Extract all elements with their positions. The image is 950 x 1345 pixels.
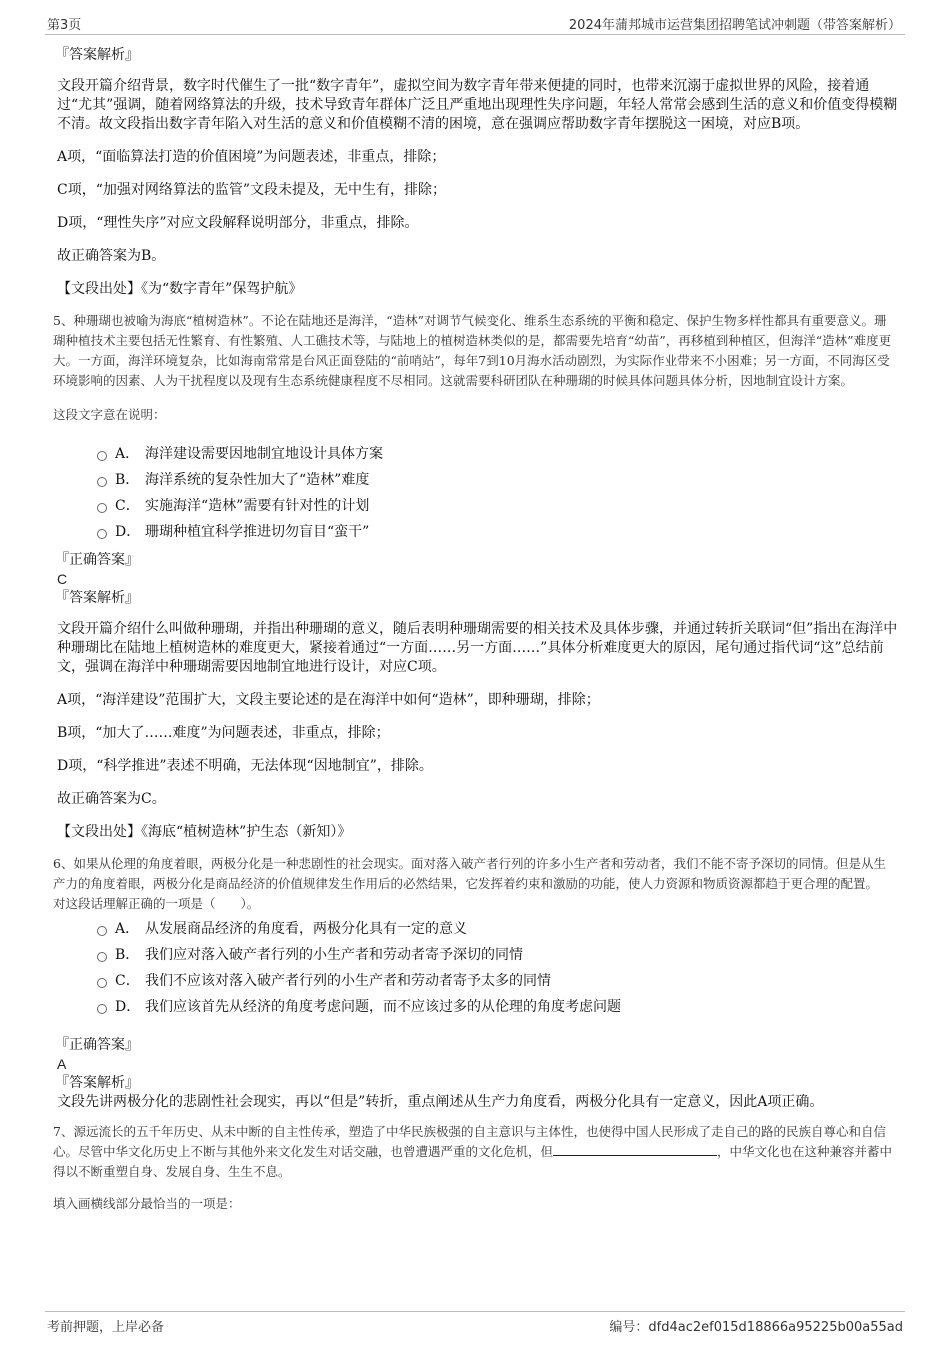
document-title: 2024年蒲邦城市运营集团招聘笔试冲刺题（带答案解析） <box>568 18 901 33</box>
page-content <box>53 46 898 1214</box>
question-7 <box>53 1122 898 1214</box>
correct-answer-label: 『正确答案』 <box>55 1037 139 1053</box>
analysis-line: D项，“科学推进”表述不明确，无法体现“因地制宜”，排除。 <box>57 758 433 774</box>
page-header <box>45 14 905 35</box>
question-prompt: 对这段话理解正确的一项是（ ）。 <box>53 896 260 911</box>
radio-icon[interactable] <box>97 477 107 487</box>
option-a[interactable]: A． 海洋建设需要因地制宜地设计具体方案 <box>97 441 898 467</box>
analysis-line: B项，“加大了……难度”为问题表述，非重点，排除； <box>57 725 390 741</box>
option-b[interactable]: B． 我们应对落入破产者行列的小生产者和劳动者寄予深切的同情 <box>97 942 898 968</box>
question-prompt: 这段文字意在说明： <box>53 407 166 422</box>
option-a[interactable]: A． 从发展商品经济的角度看，两极分化具有一定的意义 <box>97 916 898 942</box>
analysis-label: 『答案解析』 <box>55 590 139 606</box>
analysis-label: 『答案解析』 <box>55 47 139 63</box>
analysis-text: 文段开篇介绍背景，数字时代催生了一批“数字青年”，虚拟空间为数字青年带来便捷的同时，也带来沉溺于虚拟世界的风险，接着通过“尤其”强调，随着网络算法的升级，技术导致青年群体广泛且严重地出现理性失序问题，年轻人常常会感到生活的意义和价值变得模糊不清。故文段指出数字青年陷入对生活的意义和价值模糊不清的困境，意在强调应帮助数字青年摆脱这一困境，对应B项。 <box>57 78 898 132</box>
option-list <box>97 441 898 545</box>
option-c[interactable]: C． 实施海洋“造林”需要有针对性的计划 <box>97 493 898 519</box>
option-list <box>97 916 898 1020</box>
analysis-line: D项，“理性失序”对应文段解释说明部分，非重点，排除。 <box>57 215 419 231</box>
correct-answer: A <box>57 1056 67 1072</box>
page-footer <box>45 1311 905 1336</box>
document-id: 编号：dfd4ac2ef015d18866a95225b00a55ad <box>609 1320 903 1335</box>
question-stem: 6、如果从伦理的角度着眼，两极分化是一种悲剧性的社会现实。面对落入破产者行列的许多小生产者和劳动者，我们不能不寄予深切的同情。但是从生产力的角度着眼，两极分化是商品经济的价值规律发生作用后的必然结果，它发挥着约束和激励的功能，使人力资源和物质资源都趋于更合理的配置。 <box>53 856 886 891</box>
analysis-line: A项，“面临算法打造的价值困境”为问题表述，非重点，排除； <box>57 149 446 165</box>
radio-icon[interactable] <box>97 451 107 461</box>
source-citation: 【文段出处】《海底“植树造林”护生态（新知）》 <box>57 824 352 840</box>
option-c[interactable]: C． 我们不应该对落入破产者行列的小生产者和劳动者寄予太多的同情 <box>97 968 898 994</box>
q4-analysis-section <box>53 46 898 299</box>
analysis-text: 文段开篇介绍什么叫做种珊瑚，并指出种珊瑚的意义，随后表明种珊瑚需要的相关技术及具体步骤，并通过转折关联词“但”指出在海洋中种珊瑚比在陆地上植树造林的难度更大，紧接着通过“一方面……另一方面……”具体分析难度更大的原因，尾句通过指代词“这”总结前文，强调在海洋中种珊瑚需要因地制宜地进行设计，对应C项。 <box>57 621 898 675</box>
analysis-line: A项，“海洋建设”范围扩大，文段主要论述的是在海洋中如何“造林”，即种珊瑚，排除； <box>57 692 600 708</box>
radio-icon[interactable] <box>97 1004 107 1014</box>
analysis-line: C项，“加强对网络算法的监管”文段未提及，无中生有，排除； <box>57 182 447 198</box>
answer-conclusion: 故正确答案为C。 <box>57 791 166 807</box>
correct-answer: C <box>57 571 68 587</box>
answer-conclusion: 故正确答案为B。 <box>57 248 166 264</box>
source-citation: 【文段出处】《为“数字青年”保驾护航》 <box>57 281 303 297</box>
page-number: 第3页 <box>47 18 82 33</box>
option-b[interactable]: B． 海洋系统的复杂性加大了“造林”难度 <box>97 467 898 493</box>
radio-icon[interactable] <box>97 978 107 988</box>
question-5 <box>53 311 898 842</box>
question-stem: 5、种珊瑚也被喻为海底“植树造林”。不论在陆地还是海洋，“造林”对调节气候变化、维系生态系统的平衡和稳定、保护生物多样性都具有重要意义。珊瑚种植技术主要包括无性繁育、有性繁殖、人工礁技术等，与陆地上的植树造林类似的是，都需要先培育“幼苗”，再移植到种植区，但海洋“造林”难度更大。一方面，海洋环境复杂，比如海南常常是台风正面登陆的“前哨站”，每年7到10月海水活动剧烈，为实际作业带来不小困难；另一方面，不同海区受环境影响的因素、人为干扰程度以及现有生态系统健康程度不尽相同。这就需要科研团队在种珊瑚的时候具体问题具体分析，因地制宜设计方案。 <box>53 313 892 388</box>
radio-icon[interactable] <box>97 503 107 513</box>
correct-answer-label: 『正确答案』 <box>55 552 139 568</box>
option-d[interactable]: D． 珊瑚种植宜科学推进切勿盲目“蛮干” <box>97 519 898 545</box>
analysis-label: 『答案解析』 <box>55 1075 139 1091</box>
radio-icon[interactable] <box>97 529 107 539</box>
radio-icon[interactable] <box>97 952 107 962</box>
option-d[interactable]: D． 我们应该首先从经济的角度考虑问题，而不应该过多的从伦理的角度考虑问题 <box>97 994 898 1020</box>
question-prompt: 填入画横线部分最恰当的一项是： <box>53 1196 241 1211</box>
question-stem: 7、源远流长的五千年历史、从未中断的自主性传承，塑造了中华民族极强的自主意识与主体性，也使得中国人民形成了走自己的路的民族自尊心和自信心。尽管中华文化历史上不断与其他外来文化发生对话交融，也曾遭遇严重的文化危机，但 ，中华文化也在这种兼容并蓄中得以不断重塑自身、发展自身、生生不息。 <box>53 1124 893 1179</box>
fill-in-blank <box>553 1143 717 1156</box>
radio-icon[interactable] <box>97 926 107 936</box>
question-6 <box>53 854 898 1112</box>
footer-slogan: 考前押题，上岸必备 <box>47 1320 165 1335</box>
analysis-text: 文段先讲两极分化的悲剧性社会现实，再以“但是”转折，重点阐述从生产力角度看，两极分化具有一定意义，因此A项正确。 <box>57 1094 824 1110</box>
